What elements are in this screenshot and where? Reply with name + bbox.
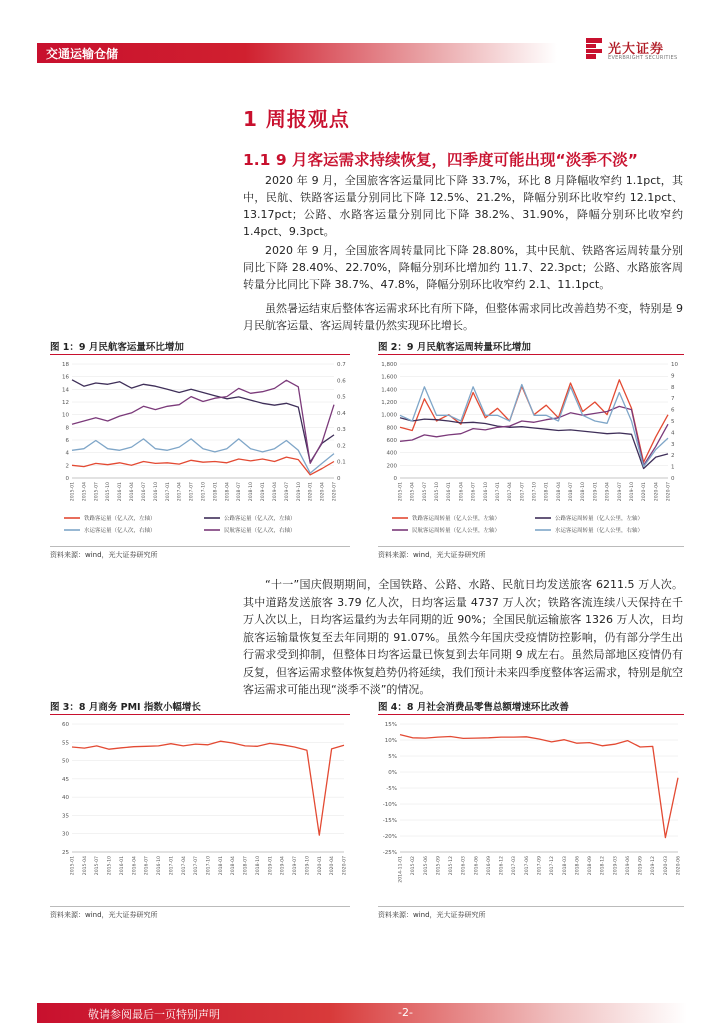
x-tick-label: 2020-04: [330, 856, 336, 876]
x-tick-label: 2017-09: [537, 856, 543, 876]
x-tick-label: 2019-10: [305, 856, 311, 876]
figure-4-source: 资料来源：wind，光大证券研究所: [378, 911, 486, 919]
x-tick-label: 2016-07: [144, 856, 150, 876]
x-tick-label: 2015-01: [70, 482, 76, 502]
x-tick-label: 2018-07: [243, 856, 249, 876]
x-tick-label: 2019-01: [261, 482, 267, 502]
y-tick-label: 18: [62, 362, 69, 368]
x-tick-label: 2019-01: [593, 482, 599, 502]
x-tick-label: 2020-01: [308, 482, 314, 502]
x-tick-label: 2016-12: [499, 856, 505, 876]
x-tick-label: 2017-10: [206, 856, 212, 876]
logo-name: 光大证券: [608, 42, 665, 57]
y-right-tick-label: 0.1: [337, 459, 346, 466]
x-tick-label: 2017-06: [524, 856, 530, 876]
x-tick-label: 2018-12: [600, 856, 606, 876]
x-tick-label: 2019-03: [613, 856, 619, 876]
x-tick-label: 2019-12: [651, 856, 657, 876]
y-tick-label: 200: [386, 463, 397, 470]
x-tick-label: 2018-01: [218, 856, 224, 876]
x-tick-label: 2018-07: [237, 482, 243, 502]
x-tick-label: 2017-07: [194, 856, 200, 876]
x-tick-label: 2015-10: [107, 856, 113, 876]
x-tick-label: 2017-10: [201, 482, 207, 502]
figure-3-bottom-rule: [50, 906, 350, 907]
x-tick-label: 2019-01: [268, 856, 274, 876]
x-tick-label: 2019-04: [272, 482, 278, 502]
legend-label: 公路客运周转量（亿人公里，左轴）: [555, 516, 644, 522]
y-tick-label: 16: [62, 374, 69, 381]
x-tick-label: 2015-04: [82, 482, 88, 502]
x-tick-label: 2020-03: [663, 856, 669, 876]
y-tick-label: 0: [393, 476, 397, 482]
y-right-tick-label: 7: [671, 396, 675, 403]
figure-3-title: 图 3：8 月商务 PMI 指数小幅增长: [50, 702, 201, 713]
x-tick-label: 2020-04: [320, 482, 326, 502]
figure-4-bottom-rule: [378, 906, 684, 907]
y-right-tick-label: 0.5: [337, 394, 346, 401]
x-tick-label: 2015-07: [94, 482, 100, 502]
x-tick-label: 2019-07: [293, 856, 299, 876]
x-tick-label: 2016-10: [483, 482, 489, 502]
series-line-0: [400, 380, 668, 462]
x-tick-label: 2015-09: [436, 856, 442, 876]
y-tick-label: 800: [386, 425, 397, 432]
section-title: 交通运输仓储: [46, 47, 119, 61]
y-tick-label: 12: [62, 400, 69, 406]
y-tick-label: 1,800: [381, 362, 397, 368]
paragraph-4: “十一”国庆假期期间，全国铁路、公路、水路、民航日均发送旅客 6211.5 万人次。其中道路发送旅客 3.79 亿人次，日均客运量 4737 万人次；铁路客流连续八天保持在千万人次以上，日均客运量约为去年同期的近 90%；全国民航运输旅客 1326 万人次，日均旅客运输量恢复至去年同期的 91.07%。虽然今年国庆受疫情防控影响，仍有部分学生出行需求受到抑制，但整体日均客运量已恢复到去年同期 9 成左右。虽然局部地区疫情仍有反复，但客运需求整体恢复趋势仍将延续，我们预计未来四季度整体客运需求，特别是航空客运需求可能出现“淡季不淡”的情况。: [243, 578, 683, 696]
y-tick-label: -10%: [382, 802, 397, 808]
figure-2-source: 资料来源：wind，光大证券研究所: [378, 551, 486, 559]
y-tick-label: -20%: [382, 834, 397, 840]
figure-4-rule: [378, 714, 684, 715]
logo-english: EVERBRIGHT SECURITIES: [608, 55, 678, 61]
x-tick-label: 2016-07: [141, 482, 147, 502]
x-tick-label: 2015-02: [411, 856, 417, 876]
y-right-tick-label: 0: [671, 476, 675, 482]
x-tick-label: 2016-01: [119, 856, 125, 876]
page-number: -2-: [398, 1006, 413, 1019]
paragraph-3: 虽然暑运结束后整体客运需求环比有所下降，但整体需求同比改善趋势不变，特别是 9 月民航客运量、客运周转量仍然实现环比增长。: [243, 302, 683, 332]
y-tick-label: 0: [65, 476, 69, 482]
y-tick-label: -25%: [382, 850, 397, 856]
x-tick-label: 2017-04: [181, 856, 187, 876]
y-tick-label: 4: [65, 450, 69, 457]
x-tick-label: 2017-04: [177, 482, 183, 502]
heading-2: 1.1 9 月客运需求持续恢复，四季度可能出现“淡季不淡”: [243, 151, 638, 169]
x-tick-label: 2015-07: [95, 856, 101, 876]
x-tick-label: 2018-10: [249, 482, 255, 502]
legend-label: 水运客运量（亿人次，右轴）: [84, 528, 156, 534]
series-line-0: [400, 735, 678, 838]
legend-label: 水运客运周转量（亿人公里，右轴）: [555, 528, 644, 534]
y-right-tick-label: 10: [671, 362, 678, 368]
y-tick-label: 14: [62, 387, 69, 394]
footer-disclaimer: 敬请参阅最后一页特别声明: [88, 1008, 220, 1021]
y-tick-label: 40: [62, 795, 69, 802]
chart-1: [50, 358, 350, 544]
x-tick-label: 2015-10: [435, 482, 441, 502]
x-tick-label: 2017-01: [165, 482, 171, 502]
x-tick-label: 2019-07: [284, 482, 290, 502]
x-tick-label: 2018-04: [225, 482, 231, 502]
heading-1: 1 周报观点: [243, 107, 350, 131]
x-tick-label: 2016-07: [471, 482, 477, 502]
y-tick-label: 1,000: [381, 412, 397, 419]
y-right-tick-label: 0.4: [337, 410, 346, 417]
y-right-tick-label: 0.2: [337, 443, 346, 450]
x-tick-label: 2018-09: [588, 856, 594, 876]
y-tick-label: 10%: [384, 738, 397, 744]
x-tick-label: 2016-01: [118, 482, 124, 502]
x-tick-label: 2017-07: [520, 482, 526, 502]
y-tick-label: 1,600: [381, 374, 397, 381]
x-tick-label: 2015-07: [422, 482, 428, 502]
x-tick-label: 2015-06: [423, 856, 429, 876]
y-right-tick-label: 0.7: [337, 362, 346, 368]
figure-3-rule: [50, 714, 350, 715]
x-tick-label: 2015-04: [410, 482, 416, 502]
legend-label: 铁路客运周转量（亿人公里，左轴）: [412, 516, 501, 522]
y-tick-label: -5%: [386, 786, 397, 792]
x-tick-label: 2020-07: [332, 482, 338, 502]
y-right-tick-label: 5: [671, 419, 675, 425]
logo-mark-icon: [586, 38, 602, 60]
series-line-0: [72, 741, 344, 835]
figure-1-source: 资料来源：wind，光大证券研究所: [50, 551, 158, 559]
y-right-tick-label: 4: [671, 430, 675, 437]
y-tick-label: 1,400: [381, 387, 397, 394]
x-tick-label: 2019-04: [605, 482, 611, 502]
x-tick-label: 2018-10: [255, 856, 261, 876]
x-tick-label: 2017-03: [512, 856, 518, 876]
x-tick-label: 2017-07: [189, 482, 195, 502]
x-tick-label: 2019-04: [280, 856, 286, 876]
x-tick-label: 2018-03: [562, 856, 568, 876]
x-tick-label: 2019-10: [296, 482, 302, 502]
y-right-tick-label: 6: [671, 407, 675, 414]
x-tick-label: 2015-01: [70, 856, 76, 876]
x-tick-label: 2017-12: [550, 856, 556, 876]
x-tick-label: 2018-10: [581, 482, 587, 502]
paragraph-1: 2020 年 9 月，全国旅客客运量同比下降 33.7%，环比 8 月降幅收窄约 1.1pct，其中，民航、铁路客运量分别同比下降 12.5%、21.2%，降幅分别环比收窄约 12.1pct、13.17pct；公路、水路客运量分别同比下降 38.2%、31.90%，降幅分别环比收窄约 1.4pct、9.3pct。: [243, 174, 683, 238]
x-tick-label: 2020-07: [342, 856, 348, 876]
x-tick-label: 2020-06: [676, 856, 682, 876]
y-tick-label: 55: [62, 740, 69, 747]
x-tick-label: 2016-04: [459, 482, 465, 502]
figure-4-title: 图 4：8 月社会消费品零售总额增速环比改善: [378, 702, 569, 713]
y-tick-label: 400: [386, 450, 397, 457]
x-tick-label: 2020-07: [666, 482, 672, 502]
series-line-2: [72, 439, 334, 473]
series-line-1: [72, 380, 334, 462]
x-tick-label: 2016-01: [447, 482, 453, 502]
x-tick-label: 2019-09: [638, 856, 644, 876]
x-tick-label: 2018-06: [575, 856, 581, 876]
y-tick-label: 15%: [384, 722, 397, 728]
x-tick-label: 2018-04: [231, 856, 237, 876]
x-tick-label: 2015-01: [398, 482, 404, 502]
y-tick-label: 8: [65, 425, 69, 432]
x-tick-label: 2018-04: [556, 482, 562, 502]
y-tick-label: 6: [65, 438, 69, 444]
series-line-1: [400, 418, 668, 469]
chart-4: [378, 718, 684, 904]
series-line-0: [72, 457, 334, 475]
x-tick-label: 2016-04: [130, 482, 136, 502]
x-tick-label: 2016-10: [157, 856, 163, 876]
y-tick-label: 50: [62, 758, 69, 765]
legend-label: 民航客运量（亿人次，右轴）: [224, 528, 296, 534]
y-right-tick-label: 2: [671, 453, 675, 460]
x-tick-label: 2016-03: [461, 856, 467, 876]
y-tick-label: 2: [65, 463, 69, 470]
legend-label: 公路客运量（亿人次，左轴）: [224, 516, 296, 522]
x-tick-label: 2018-01: [544, 482, 550, 502]
y-tick-label: 30: [62, 831, 69, 838]
x-tick-label: 2017-04: [508, 482, 514, 502]
x-tick-label: 2016-04: [132, 856, 138, 876]
x-tick-label: 2017-01: [169, 856, 175, 876]
x-tick-label: 2020-04: [654, 482, 660, 502]
brand-logo: [586, 38, 696, 66]
x-tick-label: 2015-12: [449, 856, 455, 876]
x-tick-label: 2015-04: [82, 856, 88, 876]
y-tick-label: 25: [62, 850, 69, 856]
figure-2-bottom-rule: [378, 546, 684, 547]
x-tick-label: 2019-06: [625, 856, 631, 876]
y-right-tick-label: 0.3: [337, 427, 346, 434]
y-right-tick-label: 0.6: [337, 378, 346, 385]
figure-1-title: 图 1：9 月民航客运量环比增加: [50, 342, 184, 353]
x-tick-label: 2015-10: [106, 482, 112, 502]
y-tick-label: 5%: [388, 754, 397, 760]
x-tick-label: 2019-10: [629, 482, 635, 502]
figure-2-title: 图 2：9 月民航客运周转量环比增加: [378, 342, 531, 353]
y-tick-label: 45: [62, 776, 69, 783]
x-tick-label: 2018-07: [569, 482, 575, 502]
legend-label: 铁路客运量（亿人次，左轴）: [84, 516, 156, 522]
y-right-tick-label: 0: [337, 476, 341, 482]
x-tick-label: 2014-11-01: [398, 856, 404, 883]
legend-label: 民航客运周转量（亿人公里，左轴）: [412, 528, 501, 534]
chart-3: [50, 718, 350, 904]
series-line-3: [400, 385, 668, 467]
x-tick-label: 2020-01: [317, 856, 323, 876]
figure-2-rule: [378, 354, 684, 355]
y-right-tick-label: 8: [671, 384, 675, 391]
x-tick-label: 2016-06: [474, 856, 480, 876]
x-tick-label: 2020-01: [642, 482, 648, 502]
figure-1-rule: [50, 354, 350, 355]
figure-1-bottom-rule: [50, 546, 350, 547]
x-tick-label: 2017-10: [532, 482, 538, 502]
paragraph-2: 2020 年 9 月，全国旅客周转量同比下降 28.80%，其中民航、铁路客运周转量分别同比下降 28.40%、22.70%，降幅分别环比增加约 11.7、22.3pct；公路、水路旅客周转量分比同比下降 38.7%、47.8%，降幅分别环比收窄约 2.1、11.1pct。: [243, 244, 683, 291]
x-tick-label: 2017-01: [495, 482, 501, 502]
x-tick-label: 2018-01: [213, 482, 219, 502]
y-tick-label: -15%: [382, 818, 397, 824]
y-tick-label: 600: [386, 438, 397, 444]
y-tick-label: 35: [62, 813, 69, 820]
x-tick-label: 2019-07: [617, 482, 623, 502]
figure-3-source: 资料来源：wind，光大证券研究所: [50, 911, 158, 919]
y-tick-label: 0%: [388, 770, 397, 776]
y-right-tick-label: 9: [671, 373, 675, 380]
y-tick-label: 10: [62, 412, 69, 419]
x-tick-label: 2016-09: [486, 856, 492, 876]
y-right-tick-label: 1: [671, 464, 675, 471]
chart-2: [378, 358, 684, 544]
x-tick-label: 2016-10: [153, 482, 159, 502]
y-tick-label: 1,200: [381, 400, 397, 406]
y-right-tick-label: 3: [671, 441, 675, 448]
y-tick-label: 60: [62, 722, 69, 728]
